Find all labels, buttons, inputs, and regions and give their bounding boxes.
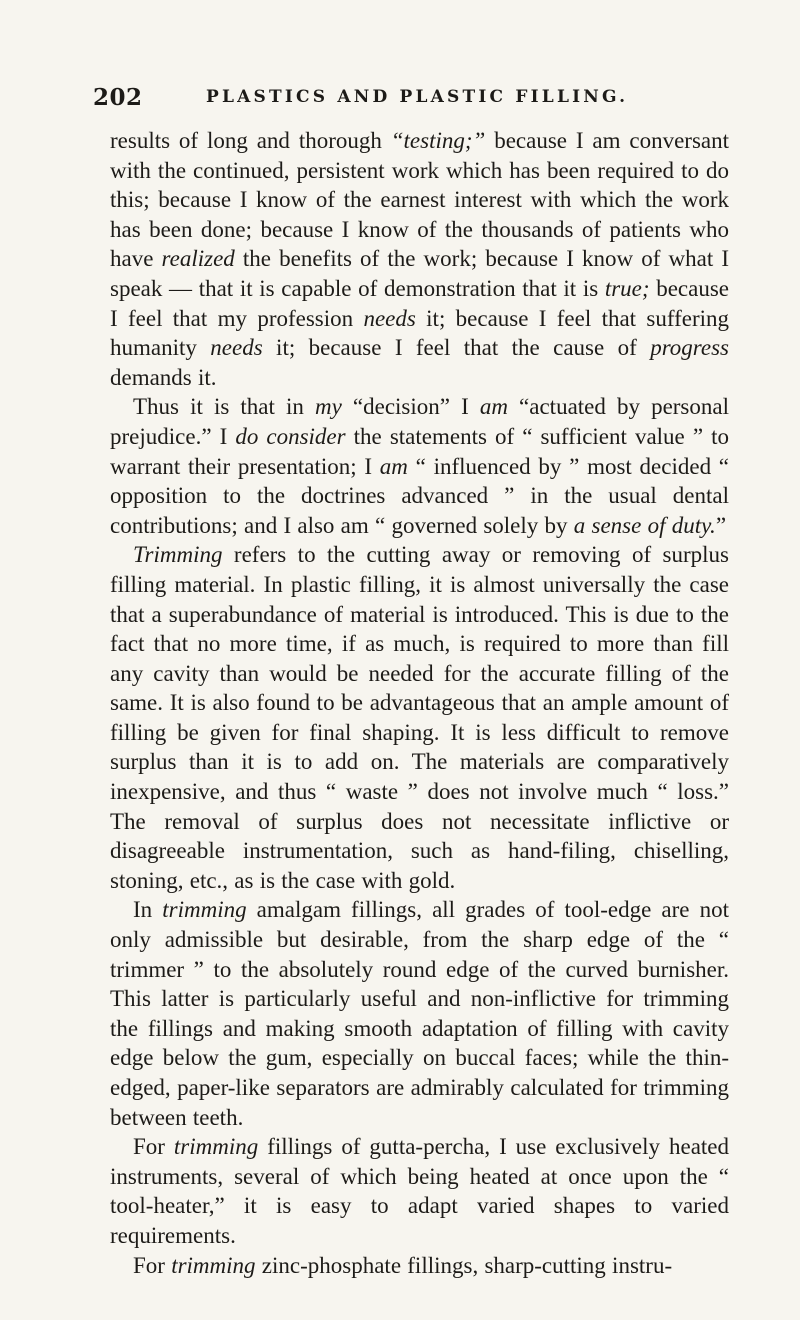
body-text bbox=[110, 126, 729, 1280]
text-run: ” bbox=[715, 512, 727, 538]
italic-text-run: trimming bbox=[173, 1134, 259, 1160]
italic-text-run: true; bbox=[604, 275, 650, 301]
italic-text-run: needs bbox=[363, 305, 416, 331]
italic-text-run: my bbox=[314, 394, 342, 420]
text-run: results of long and thorough bbox=[110, 128, 391, 153]
text-run: fillings of gutta-percha, I use exclusively heated instruments, several of which being heated at once upon the “ tool-heater,” it is easy to adapt varied shapes to varied requirements. bbox=[110, 1134, 730, 1248]
text-run: For bbox=[133, 1134, 174, 1160]
text-run: Thus it is that in bbox=[133, 394, 315, 420]
text-run: zinc-phosphate fillings, sharp-cutting instru- bbox=[255, 1252, 673, 1278]
text-run: refers to the cutting away or removing of surplus filling material. In plastic filling, it is almost universally the case that a superabundance of material is introduced. This is due to the fact that no more time, if as much, is required to more than fill any cavity than would be needed for the accurate filling of the same. It is also found to be advantageous that an ample amount of filling be given for final shaping. It is less difficult to remove surplus than it is to add on. The materials are comparatively inexpensive, and thus “ waste ” does not involve much “ loss.” The removal of surplus does not necessitate inflictive or disagreeable instrumentation, such as hand-filing, chiselling, stoning, etc., as is the case with gold. bbox=[110, 542, 729, 893]
italic-text-run: am bbox=[379, 453, 408, 479]
paragraph bbox=[110, 126, 729, 392]
page-number: 202 bbox=[93, 84, 143, 111]
italic-text-run: needs bbox=[210, 335, 263, 361]
italic-text-run: trimming bbox=[171, 1252, 256, 1278]
italic-text-run: a sense of duty. bbox=[573, 512, 716, 538]
paragraph bbox=[110, 540, 729, 895]
paragraph bbox=[110, 1132, 729, 1250]
italic-text-run: realized bbox=[161, 246, 235, 272]
text-run: the benefits of the work; because I know of what I speak — that it is capable of demonstration that it is bbox=[110, 246, 730, 301]
text-run: because I am conversant with the continued, persistent work which has been required to do this; because I know of the earnest interest with which the work has been done; because I know of the thousands of patients who have bbox=[110, 128, 730, 272]
text-run: because I feel that my profession bbox=[110, 275, 729, 331]
running-head: PLASTICS AND PLASTIC FILLING. bbox=[206, 87, 629, 107]
paragraph bbox=[110, 895, 729, 1132]
page-header bbox=[93, 84, 733, 114]
text-run: For bbox=[133, 1252, 172, 1278]
text-run: amalgam fillings, all grades of tool-edge are not only admissible but desirable, from the sharp edge of the “ trimmer ” to the absolutely round edge of the curved burnisher. This latter is particularly useful and non-inflictive for trimming the fillings and making smooth adaptation of filling with cavity edge below the gum, especially on buccal faces; while the thin-edged, paper-like separators are admirably calculated for trimming between teeth. bbox=[110, 897, 729, 1130]
italic-text-run: Trimming bbox=[133, 542, 223, 568]
text-run: demands it. bbox=[110, 364, 217, 390]
italic-text-run: progress bbox=[650, 335, 729, 361]
italic-text-run: “testing;” bbox=[390, 128, 486, 153]
paragraph bbox=[110, 392, 729, 540]
italic-text-run: am bbox=[479, 394, 508, 420]
paragraph bbox=[110, 1251, 729, 1281]
text-run: it; because I feel that the cause of bbox=[262, 335, 651, 361]
italic-text-run: trimming bbox=[162, 897, 247, 923]
text-run: In bbox=[133, 897, 163, 923]
text-run: “decision” I bbox=[341, 394, 480, 420]
text-run: “actuated by personal prejudice.” I bbox=[110, 394, 729, 449]
italic-text-run: do consider bbox=[235, 423, 346, 449]
text-run: “ influenced by ” most decided “ opposition to the doctrines advanced ” in the usual dental contributions; and I also am “ governed solely by bbox=[110, 453, 730, 538]
text-run: it; because I feel that suffering humanity bbox=[110, 305, 729, 361]
text-run: the statements of “ sufficient value ” to warrant their presentation; I bbox=[110, 423, 729, 479]
